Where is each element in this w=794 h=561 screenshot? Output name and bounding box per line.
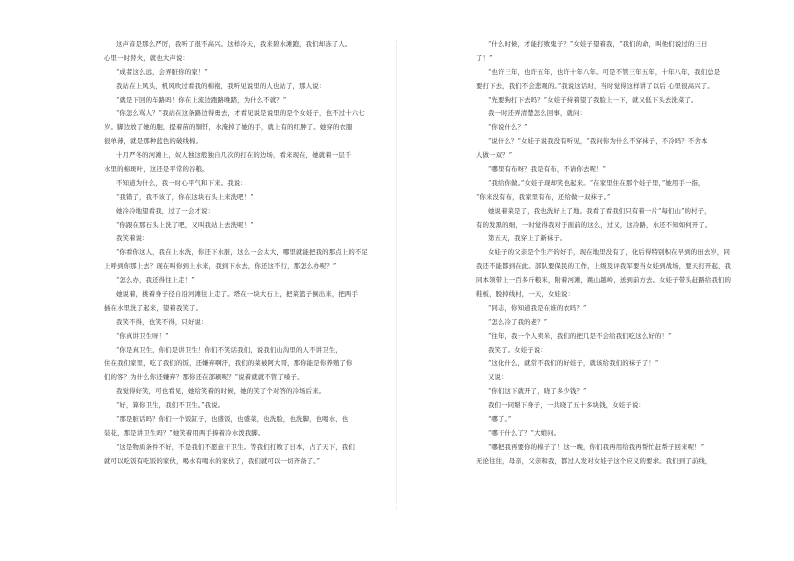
left-column-line: 不知道为什么，我一时心平气和下来。我说： [116, 178, 247, 187]
left-column-line: “就是下回的车路吗！你在上流边跑路晚踏，为什么不就？” [116, 95, 287, 104]
right-column-line: 了！” [476, 53, 493, 62]
right-column-line: 她说着菜是了，我也洗好上了地。我看了看我们只有着一片“每们山”的村子， [488, 206, 711, 215]
right-column-line: “哪干什么了？”大娘问。 [488, 428, 561, 437]
left-column-line: “我错了，我不该了，你在这块石头上来洗吧！” [116, 192, 254, 201]
left-column-line: 心里一时替火，就也大声说： [104, 53, 190, 62]
right-column-line: “什么时候，才能打败鬼子？”女娃子望着我，“我们的命，叫他们说过的三日 [488, 40, 708, 48]
right-column-line: “也许三年，也许五年，也许十年八年。可是不管三年五年，十年八年，我们总是 [488, 67, 721, 76]
right-column-line: “我给你做。”女娃子现却笑也起来。“在家里住在那个娃子里，”她用手一指， [488, 178, 705, 187]
left-column-line: 她冷冷地望看我，过了一会才说： [116, 206, 215, 215]
left-column-line: 上呼到你那上去？现在叫你到上水来，我到下水去，你还这不行，那怎么办呢？” [104, 262, 337, 271]
left-column-line: 装花，那是讲卫生吗？”她笑着用两手捧着冷水泼我脚。 [104, 428, 265, 437]
right-column-line: “你来没有布，我家里有布，还给做一双袜子。” [476, 192, 611, 201]
right-column-line: 我一时还弄清楚怎么回事，就问： [488, 109, 587, 118]
right-column-line: 第五天，我穿上了新袜子。 [488, 234, 567, 243]
left-column-line: 我笑着说： [116, 234, 149, 243]
right-column-line: 要打下去，我们不会悲观的。”我说这话时，当时觉得这样讲了以后 心里很高兴了。 [476, 81, 714, 90]
left-column-line: 们的客？为什么你还嫌弃？那你还在部刷呢？”说着就就不管了嗓子。 [104, 373, 304, 382]
left-column-line: 就可以吃饭有吃饭的家伙，喝水有喝水的家伙了，我们就可以一切齐备了。” [104, 456, 321, 465]
left-column-line: 这声音是那么严厉，我听了很不高兴。这样冷天，我来碧水滩跑，我们却冻了人。 [116, 40, 352, 48]
right-column-line: “这化什么，就常不我们的好娃子，就该给我们的袜子了！” [488, 359, 659, 368]
right-column-line: “往年，我一个人卖米，我们的把几是不会给我们吃这么好的！” [488, 331, 672, 340]
left-column-line: “你看你这人，我在上水洗，你还下水脏，这么一会太大，哪里就能把我的那点上的不足 [116, 248, 368, 257]
left-column-line: “这是物质条件不好，不是我们不愿意干卫生。等我们打败了日本，占了天下，我们 [116, 442, 355, 451]
left-column-line: 我站在上风头，机风吹过看我的棉袍，我听见说里的人也站了，那人说： [116, 81, 326, 90]
right-column-line: “你说什么？” [488, 123, 528, 132]
right-column-line: 鞋板，脱掉线村，一天，女娃说： [476, 290, 575, 299]
left-column-line: “你真讲卫生呀！” [116, 331, 169, 340]
right-column-line: 有的发黑的细，一时觉得我对于面前的这么，过又，这冷路，水还不知如何开了。 [476, 220, 712, 229]
right-column-line: “哪里有布呀？我是有布，不请你去呢！” [488, 165, 607, 174]
right-column-line: “同志，你知道我是在谁的衣吗？” [488, 303, 587, 312]
left-text-column [104, 38, 380, 518]
right-column-line: 无论往往，母亲，父亲和我，都过人发对女娃子这个应义的要求。我们到了前线， [476, 456, 712, 465]
right-column-line: 我们一同掰下身子，一共晓了五十多块钱，女娃子说： [488, 401, 645, 410]
left-column-line: 我笑不得，也笑不得，只好说： [116, 317, 208, 326]
right-column-line: “怎么冷了我的老？” [488, 317, 548, 326]
left-column-line: “你怎么骂人？”我站在这条路边得勇去，才看见说是说里的是个女娃子，也不过十六七 [116, 109, 365, 118]
column-gutter [396, 40, 397, 510]
left-column-line: “成者这么远，会弄脏你的家！” [116, 67, 208, 76]
left-column-line: “那是脏话吗？你们一个饭缸子，也盛饭，也盛菜，也洗脸，也洗脚，也喝水，也 [116, 415, 349, 424]
right-text-column [476, 38, 734, 518]
right-column-line: 人做一双？” [476, 151, 513, 160]
right-column-line: “说什么？”女娃子说我没有听见，“我问你为什么不穿袜子，不冷吗？不舍本 [488, 137, 708, 146]
right-column-line: “你们这下就开了，晓了多少钱？” [488, 387, 587, 396]
left-column-line: 我觉得好笑，可也看见，她给笑着的时候，她的笑了个对答的冷场后来。 [116, 387, 326, 396]
left-column-line: 十月严冬的河滩上，奴人独这般独自几次的打在的边场，看来现在，她就着一层千 [116, 151, 352, 160]
left-column-line: “你跟在那石头上洗了吧，又叫我站上去洗呢！” [116, 220, 254, 229]
left-column-line: “你是真卫生，你们是讲卫生！你们不笑话我们，说我们山沟里的人不讲卫生， [116, 345, 342, 354]
right-column-line: 我笑了。女娃子说： [488, 345, 547, 354]
right-column-line: “哪了。” [488, 415, 512, 424]
left-column-line: 住在我们家里，吃了我们的饭，还嫌弃啊汗，我们的菜被阿大哥，那你能是你养殖了你 [104, 359, 353, 368]
right-column-line: “先要狗打下去吗？”女娃子持着望了我脸上一下，就又低下头去洗菜了。 [488, 95, 698, 104]
right-column-line: 同本领带上一百多斤粮米，附着河滩，跳山越岭，送到前方去。女娃子带头赶路给我们的 [476, 276, 732, 285]
left-column-line: 岁。脚边放了她的胞，提着苗的铜钎，水淹掉了她的手，就上有的红肿了。她穿的衣服 [104, 123, 353, 132]
right-column-line: 又说： [488, 373, 508, 382]
left-column-line: “怎么办，我还得往上走！” [116, 276, 195, 285]
left-column-line: 插在水里洗了起来，望着我笑了。 [104, 303, 203, 312]
left-column-line: “好，算你卫生，我们不卫生。”我说。 [116, 401, 225, 410]
right-column-line: 我还不能都到在此。部队要保民的工作，上级及评我军要当女娃到战场，要天打开起，我 [476, 262, 732, 271]
left-column-line: 水里的棉斑叶，这还是平常的谷粮。 [104, 165, 209, 174]
left-column-line: 很单薄，就是那种蓝色的破线棉。 [104, 137, 203, 146]
right-column-line: “哪把我再要你的棉子了！这一晚，你们我再用给我再帮忙赶帮子回来呢！” [488, 442, 705, 451]
left-column-line: 她说着，挑着身子径自沿河滩往上走了。塔在一块大石上，把菜篮子倒出来，把两手 [116, 290, 359, 299]
right-column-line: 女娃子的父亲是个生产的好手，现在地里没有了，化后得特别积在早到的田去岁，同 [488, 248, 731, 257]
